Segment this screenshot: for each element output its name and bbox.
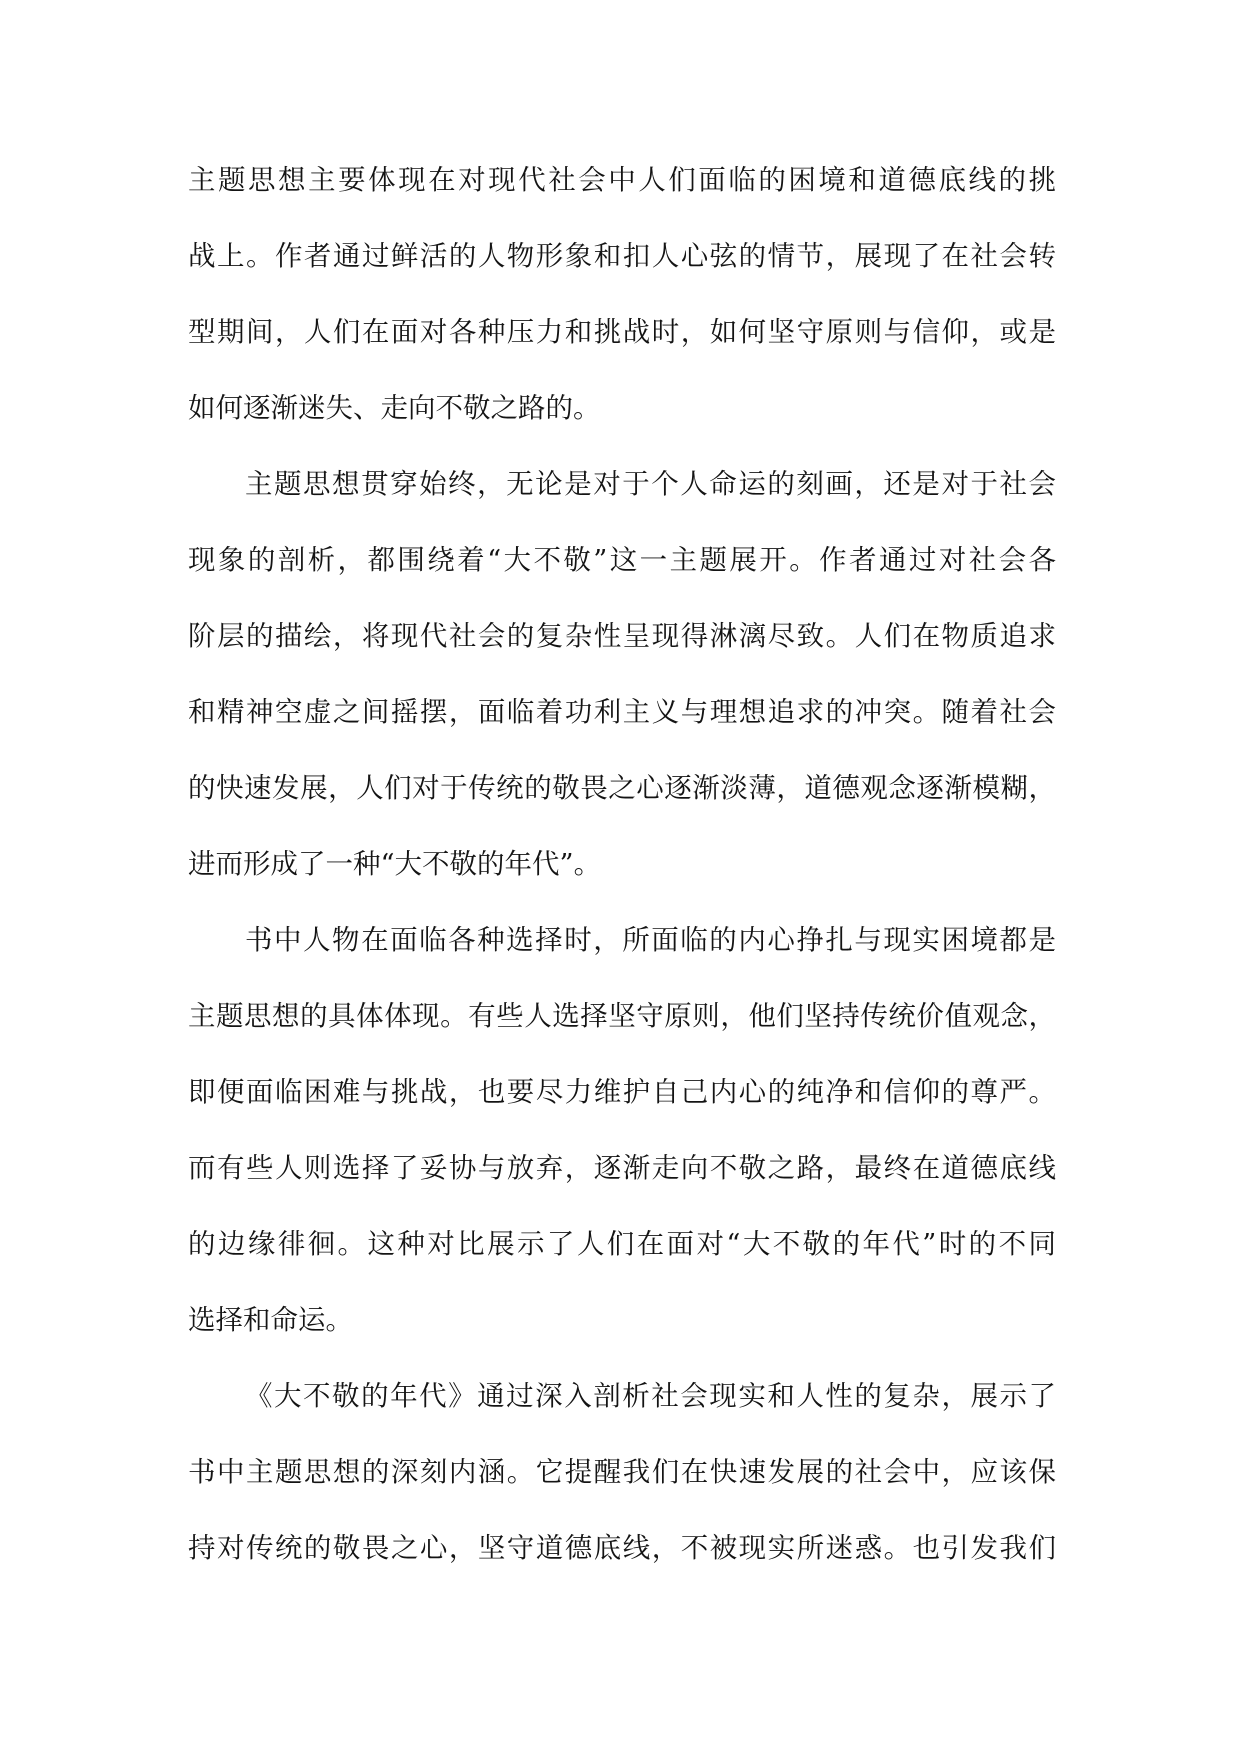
text-line: 即便面临困难与挑战，也要尽力维护自己内心的纯净和信仰的尊严。 (188, 1076, 1056, 1108)
paragraph-1 (188, 142, 1056, 446)
paragraph-2 (188, 446, 1056, 902)
text-line: 的边缘徘徊。这种对比展示了人们在面对“大不敬的年代”时的不同 (188, 1228, 1056, 1260)
paragraph-4 (188, 1358, 1056, 1586)
text-line: 进而形成了一种“大不敬的年代”。 (188, 848, 602, 880)
text-line: 型期间，人们在面对各种压力和挑战时，如何坚守原则与信仰，或是 (188, 316, 1056, 348)
text-line: 持对传统的敬畏之心，坚守道德底线，不被现实所迷惑。也引发我们 (188, 1532, 1056, 1564)
paragraph-3 (188, 902, 1056, 1358)
document-body (188, 142, 1056, 1586)
text-line: 主题思想贯穿始终，无论是对于个人命运的刻画，还是对于社会 (245, 468, 1056, 500)
text-line: 战上。作者通过鲜活的人物形象和扣人心弦的情节，展现了在社会转 (188, 240, 1056, 272)
text-line: 主题思想的具体体现。有些人选择坚守原则，他们坚持传统价值观念， (188, 1000, 1056, 1032)
text-line: 书中人物在面临各种选择时，所面临的内心挣扎与现实困境都是 (245, 924, 1056, 956)
text-line: 如何逐渐迷失、走向不敬之路的。 (188, 392, 601, 424)
text-line: 《大不敬的年代》通过深入剖析社会现实和人性的复杂，展示了 (245, 1380, 1056, 1412)
text-line: 现象的剖析，都围绕着“大不敬”这一主题展开。作者通过对社会各 (188, 544, 1056, 576)
text-line: 和精神空虚之间摇摆，面临着功利主义与理想追求的冲突。随着社会 (188, 696, 1056, 728)
text-line: 而有些人则选择了妥协与放弃，逐渐走向不敬之路，最终在道德底线 (188, 1152, 1056, 1184)
text-line: 书中主题思想的深刻内涵。它提醒我们在快速发展的社会中，应该保 (188, 1456, 1056, 1488)
text-line: 选择和命运。 (188, 1304, 353, 1336)
text-line: 阶层的描绘，将现代社会的复杂性呈现得淋漓尽致。人们在物质追求 (188, 620, 1056, 652)
text-line: 主题思想主要体现在对现代社会中人们面临的困境和道德底线的挑 (188, 164, 1056, 196)
text-line: 的快速发展，人们对于传统的敬畏之心逐渐淡薄，道德观念逐渐模糊， (188, 772, 1056, 804)
